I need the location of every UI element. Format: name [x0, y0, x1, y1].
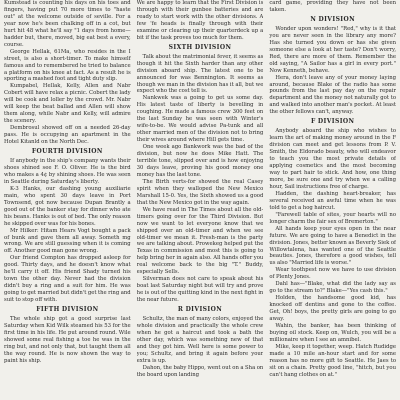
- article-paragraph: One week ago Bankwork was the bad of the division, but now he does Mike Hatt. The terrible tone, slipped over and is how enjoying 30 days leave, proving his good money one money has the last tone.: [136, 144, 264, 178]
- article-paragraph: If anybody in the ship's company wants their shoes shined see F. O. Oliver. He is the bird who makes a 4¢ by shining shoes. He was seen in Seattle during Saturday's liberty.: [4, 158, 131, 185]
- section-heading: R DIVISION: [177, 306, 223, 314]
- article-paragraph: Wear toothpest now we have to use division of Plenty Jones.: [269, 267, 397, 281]
- article-paragraph: Wahin, the banker, has been thinking of buying oil stock. Keep on, Wulch, you will be a millionaire when I see an amnibel.: [269, 322, 397, 343]
- article-paragraph: Nankwek was a going to get us some day. His latest taste of liberty is bevelling in coughing. He made a famous crew 300 feet on the last Sunday he was seen with Winter's wife-to-be. We would advise Pa-tunk and all other married men of the division not to bring their wives around where Hill gets time.: [136, 95, 264, 144]
- article-paragraph: Hadden, the dashing heart-breaker, has several received an awful time when he was told to get a hog haircut.: [269, 190, 397, 211]
- article-paragraph: card game, providing they have not been taken.: [269, 0, 397, 13]
- article-paragraph: Hera, don't leave any of your money laying around, because Blake of the radio has some pounds from the last pay day on the repair department and the money not naturally got to and walked into another man's pocket. At least the other fellows can't, anyway.: [269, 74, 397, 116]
- column-2: [137, 0, 264, 400]
- article-paragraph: We have read in The Times about all the old-timers going over for the Third Division. But now we want to let everyone know that we shipped over an old-timer and when we see old-timer we mean it. Fresh-man is the party we are talking about. Prowekeg helped put the Texas in commission and most this is going to help bring her in again also. All hands offer you real welcome back to the big "T." Buddy, especially Sells.: [136, 206, 264, 276]
- article-paragraph: All hands keep your eyes open in the near future. We are going to have a Benedict in the division. Jones, better known as Beverly Siek of Willowtalena, has wanted one of the Seattle beauties. Jones, therefore a good wishes, tell us also "Married life is worse.": [269, 225, 397, 267]
- article-paragraph: Dembrosul showed off on a needed 26-day pass. He is occupying an apartment in the Hotel Kitanld on the North Dec.: [4, 125, 131, 146]
- section-heading: N DIVISION: [310, 15, 356, 23]
- article-paragraph: Talk about the matrimonial fever, it seems as though it hit the Sixth harder than any other division aboard ship. The latest one to be announced for was Bennington. It seems as though we man in the division has it all, but we expect who the cost tell is.: [136, 53, 264, 95]
- article-paragraph: K-3 Hanks, our dashing young auxiliarie main, who spent 30 days leave in Port Townsend, got now because Dupan Brantly a good out of the banker stay for dinner who ate his beans. Hanks is out of bed. The only reason he skipped over was for his bones.: [4, 185, 131, 227]
- article-paragraph: Our friend Compton has dropped asleep for good. Thirty days, and he doesn't know what he'll carry it off. His friend Shady turned his town the other day. Never had the division didn't buy a ring and a suit for him. He was going to get married but didn't get the ring and suit to stop off with.: [4, 255, 131, 304]
- article-paragraph: The Birth verts-for showed the real Casey spirit when they walloped the New Mexico Marshall 15-0. Yes, the Sixth showed us a good that the New Mexico got in the way again.: [136, 178, 264, 206]
- section-heading: SIXTH DIVISION: [168, 43, 232, 51]
- article-paragraph: We are happy to learn that the First Division is through with their gunbee batteries and are ready to start work with the other divisions. A few 'fe heads is finally through with their examine or clearing up their quarterdeck up a bit if the task proves too much for them.: [136, 0, 264, 41]
- article-paragraph: The whole ship got a good surprise last Saturday when Kid Wilk steamed his 53 for the first time in his life. He put around round. Wile showed some real fishing a toe he was in the ring but, and not only that, but taught them all the way round. He is now shown the way to paint his ship.: [4, 316, 131, 364]
- section-heading: FIFTH DIVISION: [36, 306, 99, 314]
- column-1: [4, 0, 131, 400]
- article-paragraph: Mr Hilker: Hitam Hears Vogt bought a pack of bunk and gave them all away. Someth mg wrong. We are still guessing when it is coming off. Another good man gone wrong.: [4, 227, 131, 255]
- article-paragraph: Kumpabel, Hellak, Kelly, Allen and Nabr Cobert will have relax a picnic. Cobert the lady will be cook and loller by the crowd. Mr. Nabr will keep the beat ballad and Allen will show them along, while Nabr and Kelly, will admire the scenery.: [4, 83, 131, 125]
- article-paragraph: "Farewell table of sites, your hearts will no longer charm the fair sex of Bremerton.": [269, 211, 397, 225]
- article-paragraph: Wonder upon wonders! "Red," why is it that you are never seen in the library any more? Has she turned you down or has she given someone else a look at her taste? Don't worry, Red, there are more of them. Remember the old saying, "A Sailor has a girl in every port." Now Kenneth, behave.: [269, 25, 397, 74]
- article-paragraph: Kumstead is counting his days on his toes and fingers, having put 70 more times to "haste out" at the welcome outside of seville. For a year now he's been chalking off in a cot, but hurt hit 48 what he'll say "1 days from home—hadder but, there, moved, big eat best a every, course.: [4, 0, 131, 48]
- section-heading: FOURTH DIVISION: [31, 148, 103, 156]
- article-paragraph: Dahon, the baby Hippo, went out on a Sha on the board upon landing: [136, 364, 264, 378]
- article-paragraph: Anybody aboard the ship who wishes to learn the art of making money around in the F division can meet and get lessons from P. V. Smith, the Eldorado beauty, who will endeavor to teach you the most private details of applying cosmetics and the most becoming way to part hair to stick. And how, one thing more, be sure one and try when we a calling hour, Sail instructions free of charge.: [269, 128, 397, 190]
- article-paragraph: Silverman does not care to speak about his boat last Saturday night but will try and prove he is out of the quitting kind in the next fight in the near future.: [136, 276, 264, 304]
- article-paragraph: Schultz, the man of many colors, enjoyed the whole division and practically the whole crew when he got a haircut and took a bath the other day, which was something new of that and they got him. Well here is some power to you; Schultz, and bring it again before your extra is up.: [136, 316, 264, 364]
- article-paragraph: Holden, the handsome good kid, has knocked off dentins and gone to the coffee. Get, Oh! boys, the pretty girls are going to go away.: [269, 295, 397, 323]
- section-heading: F DIVISION: [310, 118, 355, 126]
- article-paragraph: Dahl has—"Blake, what did the lady say as go to the stream to?" Blake—"Yes cash this.": [269, 281, 397, 295]
- column-3: [269, 0, 396, 400]
- article-paragraph: Mike, keep it together, weep. Hatch Rudidge made a 10 mile an-hour start and for some reason has no more gift to Seattle. He Jaes to sit on a chain. Pretty good line, "hitch, but you can't hang clothes on at.": [269, 343, 397, 378]
- article-paragraph: George Hellak, 61Ma, who resides in the I street, is also a short-timer. To make himself famous and to remembered he tried to balance a platform on his knee at fact. As a result he is sporting a mashed foot and tight duty slip.: [4, 48, 131, 83]
